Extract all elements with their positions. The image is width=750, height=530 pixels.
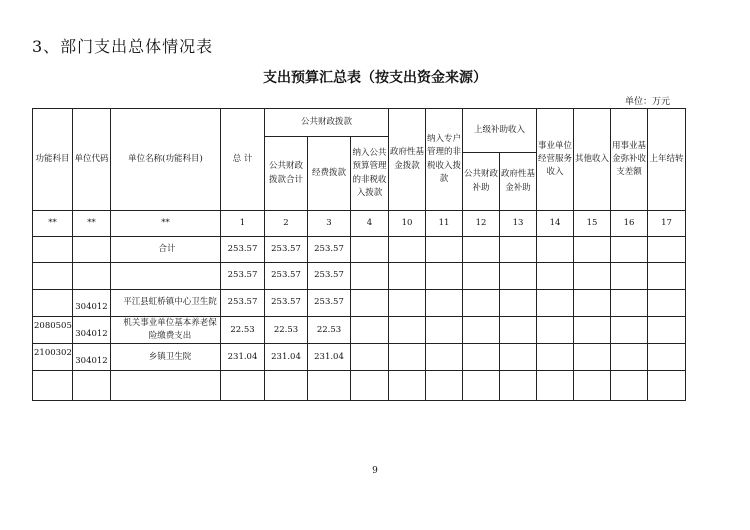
header-special-nontax: 纳入专户管理的非税收入拨款 [426, 109, 463, 211]
func-subject-cell [33, 263, 73, 290]
empty-cell [574, 317, 611, 344]
pf-operating-cell: 253.57 [308, 237, 351, 263]
func-subject-cell [33, 237, 73, 263]
empty-cell [426, 290, 463, 317]
unit-name-value: 机关事业单位基本养老保险缴费支出 [123, 318, 217, 342]
empty-cell [463, 344, 500, 371]
table-row [33, 237, 686, 263]
total-cell: 253.57 [221, 263, 265, 290]
empty-cell [611, 371, 648, 401]
total-cell: 253.57 [221, 237, 265, 263]
empty-cell [426, 237, 463, 263]
index-cell: 17 [648, 211, 686, 237]
index-cell: 2 [265, 211, 308, 237]
empty-cell [389, 344, 426, 371]
header-gov-fund: 政府性基金拨款 [389, 109, 426, 211]
index-cell: 15 [574, 211, 611, 237]
empty-cell [537, 371, 574, 401]
table-row [33, 263, 686, 290]
header-sup-public: 公共财政补助 [463, 153, 500, 211]
empty-cell [389, 263, 426, 290]
unit-code-value: 304012 [75, 356, 108, 367]
index-row [33, 211, 686, 237]
index-cell: 10 [389, 211, 426, 237]
table-header [33, 109, 686, 237]
unit-code-value: 304012 [75, 301, 108, 312]
pf-total-cell: 253.57 [265, 263, 308, 290]
header-superior-subsidy: 上级补助收入 [463, 109, 537, 153]
empty-cell [426, 371, 463, 401]
empty-cell [389, 317, 426, 344]
empty-cell [500, 317, 537, 344]
budget-table [32, 108, 686, 401]
empty-cell [537, 237, 574, 263]
func-subject-cell [33, 317, 73, 344]
empty-cell [351, 263, 389, 290]
header-unit-code: 单位代码 [73, 109, 111, 211]
empty-cell [500, 290, 537, 317]
empty-cell [500, 344, 537, 371]
empty-cell [111, 371, 221, 401]
section-heading: 3、部门支出总体情况表 [32, 37, 214, 56]
unit-name-cell [111, 290, 221, 317]
pf-operating-cell: 253.57 [308, 263, 351, 290]
empty-cell [574, 344, 611, 371]
unit-name-value: 乡镇卫生院 [148, 351, 192, 362]
index-cell: 12 [463, 211, 500, 237]
empty-cell [463, 237, 500, 263]
header-other-income: 其他收入 [574, 109, 611, 211]
unit-code-cell [73, 263, 111, 290]
header-public-finance: 公共财政拨款 [265, 109, 389, 137]
unit-code-value: 304012 [75, 329, 108, 340]
page-number: 9 [372, 466, 378, 476]
empty-cell [463, 371, 500, 401]
func-subject-value: 2100302 [34, 348, 72, 359]
empty-cell [351, 290, 389, 317]
index-cell: 16 [611, 211, 648, 237]
total-cell: 253.57 [221, 290, 265, 317]
unit-code-cell [73, 344, 111, 371]
pf-total-cell: 22.53 [265, 317, 308, 344]
pf-operating-cell: 253.57 [308, 290, 351, 317]
unit-name-cell [111, 263, 221, 290]
empty-cell [73, 371, 111, 401]
empty-cell [574, 237, 611, 263]
empty-cell [426, 263, 463, 290]
empty-cell [500, 371, 537, 401]
empty-cell [648, 317, 686, 344]
empty-cell [426, 317, 463, 344]
index-cell: 1 [221, 211, 265, 237]
header-unit-name: 单位名称(功能科目) [111, 109, 221, 211]
unit-code-cell [73, 317, 111, 344]
empty-cell [351, 237, 389, 263]
pf-total-cell: 253.57 [265, 237, 308, 263]
table-title: 支出预算汇总表（按支出资金来源） [263, 70, 487, 86]
empty-cell [537, 290, 574, 317]
empty-cell [389, 290, 426, 317]
unit-label: 单位：万元 [624, 97, 670, 107]
empty-cell [308, 371, 351, 401]
empty-cell [221, 371, 265, 401]
empty-cell [611, 317, 648, 344]
index-cell: 4 [351, 211, 389, 237]
header-total: 总 计 [221, 109, 265, 211]
unit-name-cell [111, 344, 221, 371]
empty-cell [648, 237, 686, 263]
empty-cell [648, 290, 686, 317]
empty-cell [426, 344, 463, 371]
empty-cell [389, 371, 426, 401]
empty-cell [648, 344, 686, 371]
empty-cell [537, 344, 574, 371]
header-sup-fund: 政府性基金补助 [500, 153, 537, 211]
empty-cell [463, 263, 500, 290]
empty-cell [463, 290, 500, 317]
pf-total-cell: 231.04 [265, 344, 308, 371]
header-func-subject: 功能科目 [33, 109, 73, 211]
pf-total-cell: 253.57 [265, 290, 308, 317]
index-cell: ** [111, 211, 221, 237]
header-fund-makeup: 用事业基金弥补收支差额 [611, 109, 648, 211]
empty-cell [33, 371, 73, 401]
total-cell: 22.53 [221, 317, 265, 344]
index-cell: 14 [537, 211, 574, 237]
func-subject-cell [33, 290, 73, 317]
index-cell: 11 [426, 211, 463, 237]
empty-cell [611, 237, 648, 263]
func-subject-cell [33, 344, 73, 371]
empty-cell [574, 371, 611, 401]
empty-cell [351, 371, 389, 401]
empty-cell [265, 371, 308, 401]
empty-cell [574, 263, 611, 290]
header-business-income: 事业单位经营服务收入 [537, 109, 574, 211]
header-pf-total: 公共财政拨款合计 [265, 137, 308, 211]
empty-cell [463, 317, 500, 344]
header-carryover: 上年结转 [648, 109, 686, 211]
table-row [33, 290, 686, 317]
table-row [33, 317, 686, 344]
unit-name-cell [111, 237, 221, 263]
unit-code-cell [73, 290, 111, 317]
pf-operating-cell: 22.53 [308, 317, 351, 344]
index-cell: ** [33, 211, 73, 237]
header-pf-nontax: 纳入公共预算管理的非税收入拨款 [351, 137, 389, 211]
empty-cell [500, 263, 537, 290]
total-cell: 231.04 [221, 344, 265, 371]
unit-name-cell [111, 317, 221, 344]
table-row [33, 344, 686, 371]
empty-cell [648, 263, 686, 290]
unit-name-value: 合计 [158, 243, 176, 254]
empty-cell [537, 263, 574, 290]
empty-cell [611, 263, 648, 290]
empty-row [33, 371, 686, 401]
empty-cell [611, 290, 648, 317]
index-cell: ** [73, 211, 111, 237]
header-pf-operating: 经费拨款 [308, 137, 351, 211]
unit-code-cell [73, 237, 111, 263]
pf-operating-cell: 231.04 [308, 344, 351, 371]
empty-cell [500, 237, 537, 263]
empty-cell [648, 371, 686, 401]
func-subject-value: 2080505 [34, 321, 72, 331]
index-cell: 13 [500, 211, 537, 237]
unit-name-value: 平江县虹桥镇中心卫生院 [123, 297, 217, 308]
empty-cell [351, 317, 389, 344]
index-cell: 3 [308, 211, 351, 237]
empty-cell [611, 344, 648, 371]
empty-cell [389, 237, 426, 263]
empty-cell [537, 317, 574, 344]
table-body [33, 237, 686, 401]
empty-cell [351, 344, 389, 371]
empty-cell [574, 290, 611, 317]
